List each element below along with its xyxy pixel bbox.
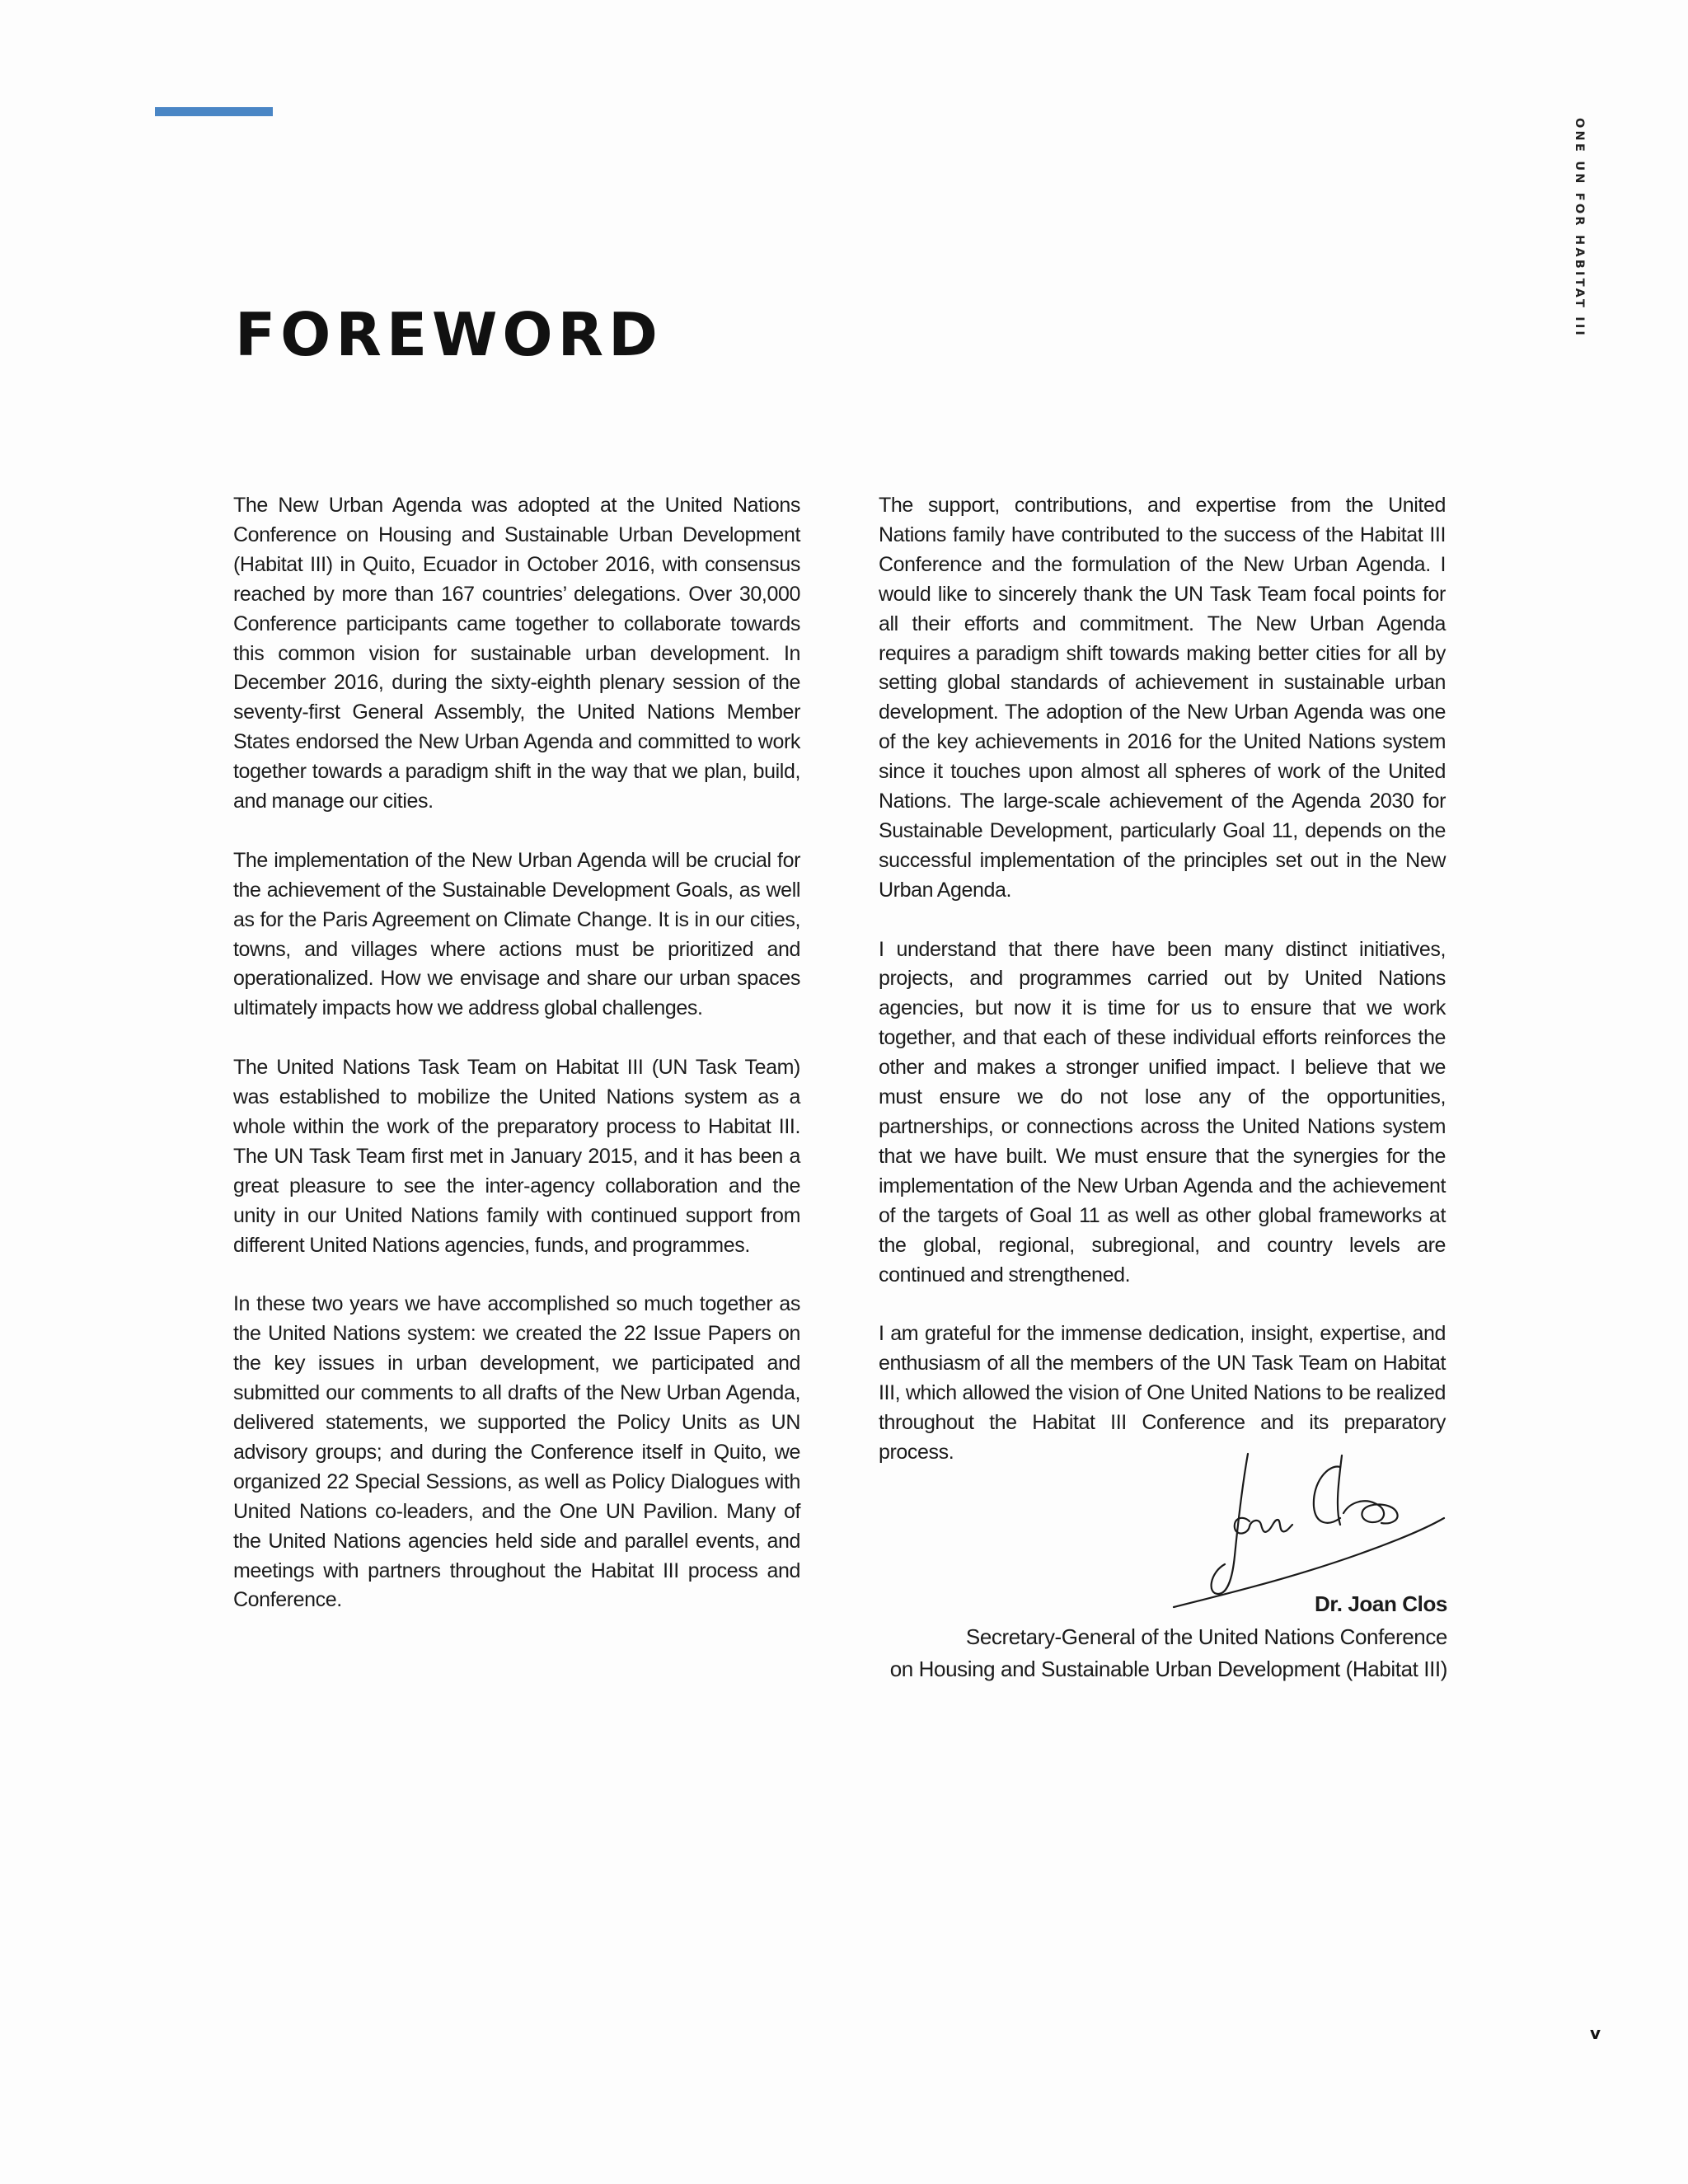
signatory-title-line: on Housing and Sustainable Urban Development (Habitat III)	[889, 1657, 1447, 1681]
signatory-block	[879, 1588, 1447, 1686]
running-header: ONE UN FOR HABITAT III	[1573, 118, 1586, 339]
paragraph: The United Nations Task Team on Habitat III (UN Task Team) was established to mobilize the United Nations system as a whole within the work of the preparatory process to Habitat III. The UN Task Team first met in January 2015, and it has been a great pleasure to see the inter-agency collaboration and the unity in our United Nations family with continued support from different United Nations agencies, funds, and programmes.	[233, 1056, 800, 1257]
paragraph: I understand that there have been many distinct initiatives, projects, and programmes carried out by United Nations agencies, but now it is time for us to ensure that we work together, and that each of these individual efforts reinforces the other and makes a stronger unified impact. I believe that we must ensure we do not lose any of the opportunities, partnerships, or connections across the United Nations system that we have built. We must ensure that the synergies for the implementation of the New Urban Agenda and the achievement of the targets of Goal 11 as well as other global frameworks at the global, regional, subregional, and country levels are continued and strengthened.	[879, 937, 1446, 1286]
page-number: v	[1590, 2023, 1601, 2043]
accent-bar	[155, 107, 273, 116]
page-title: FOREWORD	[235, 300, 663, 369]
paragraph: I am grateful for the immense dedication, insight, expertise, and enthusiasm of all the members of the UN Task Team on Habitat III, which allowed the vision of One United Nations to be realized throughout the Habitat III Conference and its preparatory process.	[879, 1322, 1446, 1464]
right-column	[879, 491, 1446, 1497]
signatory-name: Dr. Joan Clos	[1315, 1591, 1447, 1616]
left-column	[233, 491, 800, 1645]
signatory-title-line: Secretary-General of the United Nations Conference	[965, 1624, 1447, 1649]
paragraph: The implementation of the New Urban Agenda will be crucial for the achievement of the Sustainable Development Goals, as well as for the Paris Agreement on Climate Change. It is in our cities, towns, and villages where actions must be prioritized and operationalized. How we envisage and share our urban spaces ultimately impacts how we address global challenges.	[233, 848, 800, 1020]
paragraph: The support, contributions, and expertise from the United Nations family have contributed to the success of the Habitat III Conference and the formulation of the New Urban Agenda. I would like to sincerely thank the UN Task Team focal points for all their efforts and commitment. The New Urban Agenda requires a paradigm shift towards making better cities for all by setting global standards of achievement in sustainable urban development. The adoption of the New Urban Agenda was one of the key achievements in 2016 for the United Nations system since it touches upon almost all spheres of work of the United Nations. The large-scale achievement of the Agenda 2030 for Sustainable Development, particularly Goal 11, depends on the successful implementation of the principles set out in the New Urban Agenda.	[879, 494, 1446, 902]
paragraph: In these two years we have accomplished so much together as the United Nations system: we created the 22 Issue Papers on the key issues in urban development, we participated and submitted our comments to all drafts of the New Urban Agenda, delivered statements, we supported the Policy Units as UN advisory groups; and during the Conference itself in Quito, we organized 22 Special Sessions, as well as Policy Dialogues with United Nations co-leaders, and the One UN Pavilion. Many of the United Nations agencies held side and parallel events, and meetings with partners throughout the Habitat III process and Conference.	[233, 1292, 800, 1612]
paragraph: The New Urban Agenda was adopted at the United Nations Conference on Housing and Sustainable Urban Development (Habitat III) in Quito, Ecuador in October 2016, with consensus reached by more than 167 countries’ delegations. Over 30,000 Conference participants came together to collaborate towards this common vision for sustainable urban development. In December 2016, during the sixty-eighth plenary session of the seventy-first General Assembly, the United Nations Member States endorsed the New Urban Agenda and committed to work together towards a paradigm shift in the way that we plan, build, and manage our cities.	[233, 494, 800, 813]
